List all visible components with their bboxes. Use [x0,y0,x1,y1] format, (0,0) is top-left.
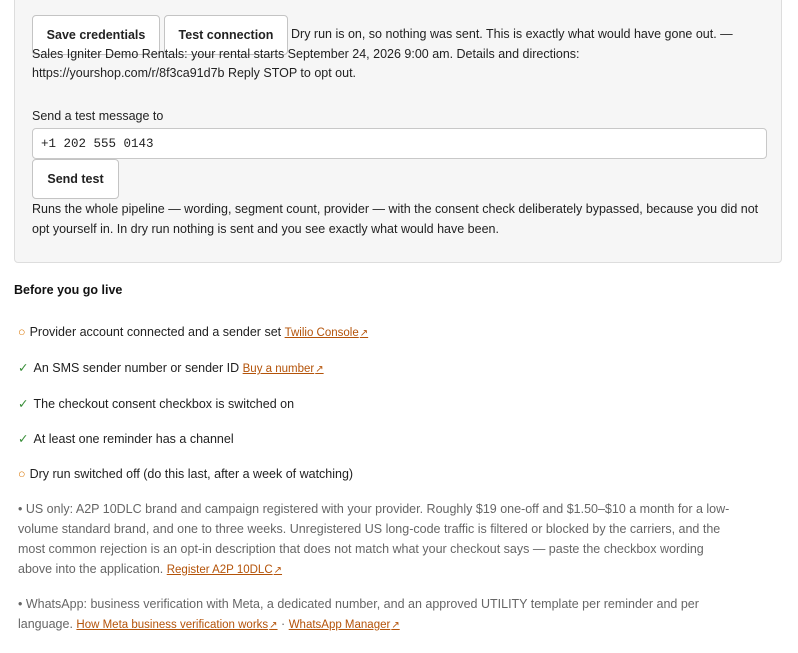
section-title: Before you go live [14,283,123,297]
checklist-item-label: Dry run switched off (do this last, after a week of watching) [29,467,354,481]
checklist-item-label: The checkout consent checkbox is switched on [33,397,295,411]
checklist-item-label: Provider account connected and a sender set [29,325,282,339]
dry-run-result: Dry run is on, so nothing was sent. This is exactly what would have gone out. — Sales Igniter Demo Rentals: your rental starts September 24, 2026 9:00 am. Details and directions: https://yourshop.com/r/8f3ca91d7b Reply STOP to opt out. [32,27,733,80]
send-test-button[interactable]: Send test [32,159,119,199]
test-recipient-input[interactable] [32,128,767,159]
circle-pending-icon: ○ [18,467,26,481]
link-separator: · [281,617,286,631]
checklist-item-consent [18,396,294,411]
register-a2p-link[interactable]: Register A2P 10DLC↗ [166,564,283,576]
external-link-icon: ↗ [359,328,369,339]
circle-pending-icon: ○ [18,325,26,339]
test-recipient-label: Send a test message to [32,109,164,123]
checklist-item-sender [18,360,324,375]
checklist-item-label: An SMS sender number or sender ID [33,361,240,375]
check-icon: ✓ [18,361,29,375]
external-link-icon: ↗ [315,364,324,375]
check-icon: ✓ [18,397,29,411]
note-text: • US only: A2P 10DLC brand and campaign registered with your provider. Roughly $19 one-off and $1.50–$10 a month for a low-volume standard brand, and one to three weeks. Unregistered US long-code traffic is filtered or blocked by the carriers, and the most common rejection is an opt-in description that does not match what your checkout says — paste the checkbox wording above into the application. [18,502,730,576]
note-a2p-10dlc [18,499,736,581]
buy-number-link[interactable]: Buy a number↗ [242,363,324,375]
save-credentials-button[interactable]: Save credentials [32,15,160,55]
checklist-item-provider [18,325,368,339]
test-connection-button[interactable]: Test connection [164,15,288,55]
check-icon: ✓ [18,432,29,446]
checklist-item-label: At least one reminder has a channel [33,432,234,446]
send-test-help: Runs the whole pipeline — wording, segment count, provider — with the consent check deliberately bypassed, because you did not opt yourself in. In dry run nothing is sent and you see exactly what would have been. [32,202,759,236]
external-link-icon: ↗ [391,620,400,631]
meta-verification-link[interactable]: How Meta business verification works↗ [76,619,278,631]
note-text: • WhatsApp: business verification with Meta, a dedicated number, and an approved UTILITY template per reminder and per language. [18,597,699,631]
external-link-icon: ↗ [273,565,283,576]
checklist-item-dry-run [18,467,353,481]
external-link-icon: ↗ [269,620,278,631]
note-whatsapp [18,594,736,636]
sms-provider-panel [14,0,782,263]
twilio-console-link[interactable]: Twilio Console↗ [284,327,369,339]
whatsapp-manager-link[interactable]: WhatsApp Manager↗ [288,619,400,631]
checklist-item-reminder [18,431,234,446]
